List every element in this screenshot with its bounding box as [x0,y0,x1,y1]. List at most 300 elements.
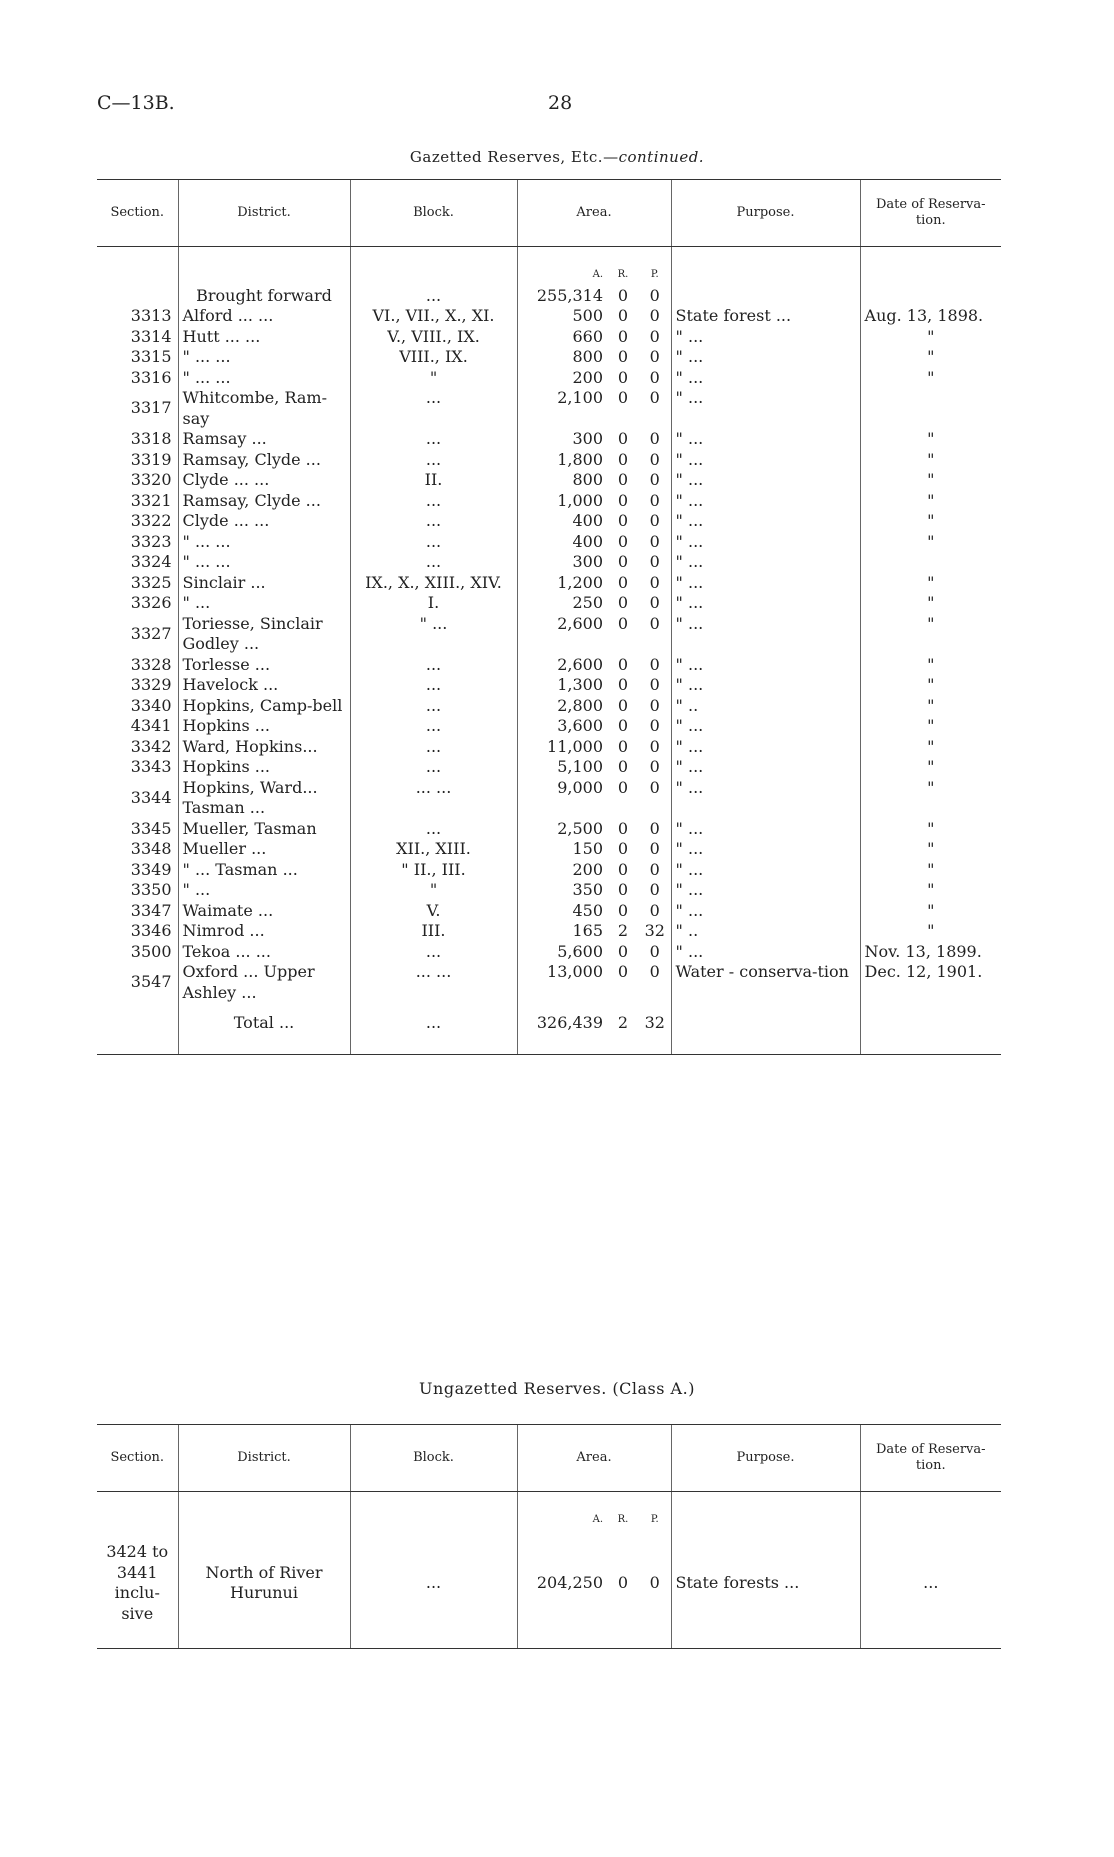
cell-perches: 0 [649,326,660,346]
cell-district: Clyde ... ... [178,470,350,491]
cell-purpose: " ... [671,429,860,450]
cell-roods: 0 [617,941,629,961]
cell-block: " ... [350,614,517,655]
ungazetted-header-row [97,1425,1001,1492]
cell-acres: 1,200 [517,573,607,594]
cell-block: ... [350,655,517,676]
cell-district: " ... [178,880,350,901]
cell-perches: 0 [649,654,660,674]
cell-roods: 0 [617,613,629,633]
cell-purpose: " ... [671,819,860,840]
cell-district: " ... Tasman ... [178,860,350,881]
cell-section: 3342 [130,736,172,756]
cell-roods: 0 [607,1531,639,1649]
cell-perches: 0 [649,531,660,551]
cell-block: V. [350,901,517,922]
cell-acres: 200 [517,368,607,389]
cell-roods: 0 [617,839,629,858]
cell-date: " [860,450,1001,471]
cell-acres: 800 [517,347,607,368]
cell-acres: 2,600 [517,614,607,655]
cell-date: " [860,655,1001,676]
cell-purpose: " ... [671,716,860,737]
cell-section: 3349 [130,859,172,879]
cell-section: 4341 [130,716,172,735]
total-row [97,1003,1001,1054]
cell-date: " [860,327,1001,348]
cell-purpose: " ... [671,614,860,655]
cell-section [97,1003,178,1054]
cell-roods: 0 [617,449,629,469]
cell-purpose: " ... [671,655,860,676]
cell-district: Ramsay, Clyde ... [178,491,350,512]
total-acres: 326,439 [517,1003,607,1054]
units-spacer [97,247,178,286]
cell-perches: 0 [649,818,660,838]
table-row [97,901,1001,922]
cell-district: Oxford ... Upper Ashley ... [178,962,350,1003]
cell-purpose: " ... [671,778,860,819]
cell-roods: 0 [617,388,629,407]
cell-date: " [860,716,1001,737]
cell-acres: 450 [517,901,607,922]
cell-perches: 0 [649,757,660,776]
cell-block: ... [350,716,517,737]
unit-roods: R. [617,1514,629,1525]
cell-date: " [860,675,1001,696]
cell-acres: 11,000 [517,737,607,758]
col-header-area: Area. [517,1425,671,1492]
unit-perches: P. [650,1514,659,1525]
cell-acres: 2,100 [517,388,607,429]
cell-roods: 0 [617,777,629,797]
table-row [97,942,1001,963]
table-row [97,839,1001,860]
cell-district: Nimrod ... [178,921,350,942]
cell-roods: 0 [617,736,629,756]
cell-section: 3347 [130,900,172,920]
table-row [97,388,1001,429]
table-row [97,614,1001,655]
cell-roods: 0 [617,900,629,920]
table-row [97,532,1001,553]
cell-district: North of River Hurunui [178,1531,350,1649]
cell-perches: 0 [649,900,660,920]
cell-district: Hutt ... ... [178,327,350,348]
cell-district: Torlesse ... [178,655,350,676]
cell-date: " [860,921,1001,942]
cell-perches: 0 [649,511,660,530]
cell-date: " [860,757,1001,778]
cell-date: Aug. 13, 1898. [860,306,1001,327]
cell-section: 3326 [130,593,172,612]
units-spacer [178,247,350,286]
table-row [97,737,1001,758]
cell-block: ... [350,1003,517,1054]
cell-acres: 300 [517,429,607,450]
cell-acres: 300 [517,552,607,573]
cell-district: Hopkins, Ward... Tasman ... [178,778,350,819]
table-row [97,429,1001,450]
cell-roods: 0 [617,675,629,694]
total-roods: 2 [607,1003,639,1054]
cell-district: Mueller, Tasman [178,819,350,840]
cell-section: 3348 [130,839,172,858]
unit-acres: A. [517,1492,607,1531]
cell-block: ... [350,286,517,307]
cell-district: " ... ... [178,532,350,553]
cell-date [860,286,1001,307]
cell-perches: 0 [649,593,660,612]
cell-purpose: " ... [671,491,860,512]
cell-purpose [671,1003,860,1054]
table-row [97,757,1001,778]
cell-perches: 0 [649,470,660,489]
cell-block: ... [350,552,517,573]
col-header-date: Date of Reserva-tion. [860,180,1001,247]
cell-perches: 0 [649,347,660,366]
cell-date: " [860,429,1001,450]
table-row [97,327,1001,348]
table-row [97,450,1001,471]
units-spacer [671,247,860,286]
table-row [97,347,1001,368]
units-spacer [671,1492,860,1531]
cell-purpose: Water - conserva-tion [671,962,860,1003]
table-row [97,962,1001,1003]
cell-acres: 1,000 [517,491,607,512]
cell-district: Whitcombe, Ram-say [178,388,350,429]
cell-block: " [350,368,517,389]
cell-perches: 0 [649,941,660,961]
cell-date: ... [860,1531,1001,1649]
cell-block: ... [350,737,517,758]
cell-district: Waimate ... [178,901,350,922]
cell-acres: 165 [517,921,607,942]
table-row [97,573,1001,594]
cell-acres: 2,600 [517,655,607,676]
col-header-area: Area. [517,180,671,247]
page-number: 28 [548,92,573,114]
cell-section: 3318 [130,429,172,448]
cell-block: VIII., IX. [350,347,517,368]
cell-perches: 0 [649,285,660,305]
cell-perches: 0 [649,695,660,715]
cell-district: Ward, Hopkins... [178,737,350,758]
cell-purpose: " ... [671,860,860,881]
cell-section: 3314 [130,326,172,346]
cell-roods: 0 [617,654,629,674]
cell-date: " [860,614,1001,655]
cell-roods: 0 [617,757,629,776]
cell-section: 3424 to 3441 inclu-sive [97,1531,178,1649]
cell-section: 3317 [130,398,172,418]
cell-district: Clyde ... ... [178,511,350,532]
cell-district: " ... [178,593,350,614]
gazetted-title [0,148,1114,166]
cell-block: I. [350,593,517,614]
cell-roods: 0 [617,490,629,510]
table-row [97,511,1001,532]
cell-roods: 0 [617,347,629,366]
cell-roods: 0 [617,470,629,489]
cell-acres: 255,314 [517,286,607,307]
area-units-row [97,1492,1001,1531]
cell-purpose: " ... [671,901,860,922]
gazetted-title-continued: continued. [618,148,705,166]
cell-district: Hopkins ... [178,716,350,737]
cell-purpose: " ... [671,552,860,573]
cell-district: Alford ... ... [178,306,350,327]
cell-acres: 5,100 [517,757,607,778]
cell-perches: 0 [649,839,660,858]
cell-district: Mueller ... [178,839,350,860]
cell-perches: 0 [649,880,660,899]
cell-purpose: " ... [671,368,860,389]
cell-purpose: " ... [671,470,860,491]
table-row [97,655,1001,676]
cell-perches: 0 [649,552,660,571]
gazetted-title-main: Gazetted Reserves, Etc.— [409,148,619,166]
cell-acres: 2,500 [517,819,607,840]
cell-acres: 5,600 [517,942,607,963]
cell-purpose: " ... [671,573,860,594]
cell-section: 3325 [130,572,172,592]
cell-roods: 0 [617,962,629,981]
unit-acres: A. [517,247,607,286]
col-header-block: Block. [350,1425,517,1492]
cell-date: " [860,573,1001,594]
cell-roods: 0 [617,818,629,838]
cell-date [860,1003,1001,1054]
cell-district: Hopkins ... [178,757,350,778]
table-row [97,675,1001,696]
col-header-block: Block. [350,180,517,247]
cell-section: 3329 [130,675,172,694]
cell-block: II. [350,470,517,491]
cell-acres: 400 [517,532,607,553]
area-units-row [97,247,1001,286]
cell-perches: 0 [649,675,660,694]
cell-block: ... [350,696,517,717]
cell-date: Nov. 13, 1899. [860,942,1001,963]
table-row [97,696,1001,717]
cell-section: 3322 [130,511,172,530]
cell-section: 3547 [130,972,172,992]
cell-district: " ... ... [178,347,350,368]
cell-acres: 660 [517,327,607,348]
cell-purpose: " ... [671,942,860,963]
cell-section: 3323 [130,531,172,551]
cell-section: 3344 [130,787,172,807]
cell-acres: 350 [517,880,607,901]
cell-roods: 0 [617,306,629,325]
cell-perches: 0 [649,490,660,510]
cell-purpose: State forest ... [671,306,860,327]
cell-roods: 0 [617,367,629,387]
brought-forward-row [97,286,1001,307]
cell-block: " [350,880,517,901]
table-row [97,593,1001,614]
unit-roods: R. [617,269,629,280]
cell-date: " [860,532,1001,553]
cell-perches: 0 [639,1531,671,1649]
cell-section: 3324 [130,552,172,571]
cell-district: Hopkins, Camp-bell [178,696,350,717]
cell-block: VI., VII., X., XI. [350,306,517,327]
cell-district: Havelock ... [178,675,350,696]
cell-roods: 2 [617,921,629,940]
cell-section: 3321 [130,490,172,510]
cell-acres: 400 [517,511,607,532]
cell-section: 3350 [130,880,172,899]
col-header-section: Section. [97,180,178,247]
cell-perches: 0 [649,859,660,879]
total-label: Total ... [178,1003,350,1054]
cell-acres: 800 [517,470,607,491]
cell-section: 3340 [130,695,172,715]
cell-section: 3315 [130,347,172,366]
cell-block: ... [350,388,517,429]
cell-acres: 1,800 [517,450,607,471]
cell-district: Brought forward [178,286,350,307]
cell-district: Ramsay ... [178,429,350,450]
cell-roods: 0 [617,695,629,715]
cell-section: 3346 [130,921,172,940]
cell-district: Toriesse, Sinclair Godley ... [178,614,350,655]
cell-perches: 0 [649,388,660,407]
cell-perches: 0 [649,306,660,325]
col-header-purpose: Purpose. [671,1425,860,1492]
cell-perches: 0 [649,736,660,756]
units-spacer [860,1492,1001,1531]
ungazetted-table-body [97,1492,1001,1649]
cell-section: 3313 [130,306,172,325]
cell-acres: 13,000 [517,962,607,1003]
cell-date: " [860,696,1001,717]
unit-perches: P. [650,269,659,280]
table-row [97,778,1001,819]
table-row [97,552,1001,573]
table-row [97,921,1001,942]
cell-block: ... [350,757,517,778]
cell-purpose: " ... [671,511,860,532]
cell-block: ... [350,819,517,840]
cell-date: " [860,347,1001,368]
cell-roods: 0 [617,552,629,571]
cell-date: " [860,593,1001,614]
cell-block: ... [350,450,517,471]
cell-date: " [860,819,1001,840]
cell-block: " II., III. [350,860,517,881]
units-spacer [350,247,517,286]
cell-date: " [860,737,1001,758]
cell-acres: 3,600 [517,716,607,737]
cell-perches: 0 [649,449,660,469]
cell-perches: 0 [649,962,660,981]
cell-block: ... ... [350,962,517,1003]
cell-purpose: " ... [671,593,860,614]
cell-block: ... [350,532,517,553]
cell-perches: 32 [644,921,665,940]
gazetted-reserves-table [97,179,1001,1055]
cell-roods: 0 [617,531,629,551]
ungazetted-reserves-table [97,1424,1001,1649]
units-spacer [178,1492,350,1531]
cell-purpose: " ... [671,839,860,860]
cell-date: " [860,778,1001,819]
cell-block: V., VIII., IX. [350,327,517,348]
document-code: C—13B. [97,92,175,114]
cell-date: " [860,839,1001,860]
cell-roods: 0 [617,572,629,592]
table-row [97,368,1001,389]
cell-section: 3343 [130,757,172,776]
cell-purpose: " ... [671,757,860,778]
col-header-date: Date of Reserva-tion. [860,1425,1001,1492]
cell-roods: 0 [617,716,629,735]
cell-perches: 0 [649,429,660,448]
cell-purpose: " ... [671,737,860,758]
col-header-section: Section. [97,1425,178,1492]
cell-block: ... [350,942,517,963]
cell-acres: 500 [517,306,607,327]
cell-perches: 0 [649,572,660,592]
cell-perches: 0 [649,716,660,735]
gazetted-header-row [97,180,1001,247]
cell-roods: 0 [617,511,629,530]
cell-section: 3328 [130,654,172,674]
cell-district: Sinclair ... [178,573,350,594]
cell-purpose: State forests ... [671,1531,860,1649]
cell-roods: 0 [617,880,629,899]
cell-perches: 0 [649,367,660,387]
cell-purpose: " ... [671,450,860,471]
cell-acres: 204,250 [517,1531,607,1649]
units-spacer [97,1492,178,1531]
cell-district: Tekoa ... ... [178,942,350,963]
ungazetted-title: Ungazetted Reserves. (Class A.) [419,1379,695,1398]
cell-block: ... ... [350,778,517,819]
cell-purpose: " ... [671,675,860,696]
cell-date: " [860,901,1001,922]
cell-acres: 9,000 [517,778,607,819]
cell-acres: 200 [517,860,607,881]
table-row [97,470,1001,491]
cell-section: 3327 [130,623,172,643]
gazetted-table-body [97,247,1001,1055]
table-row [97,860,1001,881]
cell-roods: 0 [617,859,629,879]
cell-purpose: " .. [671,921,860,942]
cell-purpose: " ... [671,347,860,368]
cell-block: ... [350,1531,517,1649]
cell-block: ... [350,511,517,532]
cell-district: " ... ... [178,552,350,573]
cell-purpose: " ... [671,532,860,553]
cell-acres: 1,300 [517,675,607,696]
cell-block: IX., X., XIII., XIV. [350,573,517,594]
cell-section: 3320 [130,470,172,489]
cell-date [860,388,1001,429]
cell-block: III. [350,921,517,942]
units-spacer [350,1492,517,1531]
col-header-purpose: Purpose. [671,180,860,247]
cell-roods: 0 [617,285,629,305]
cell-date: " [860,880,1001,901]
cell-date: " [860,368,1001,389]
cell-block: ... [350,429,517,450]
